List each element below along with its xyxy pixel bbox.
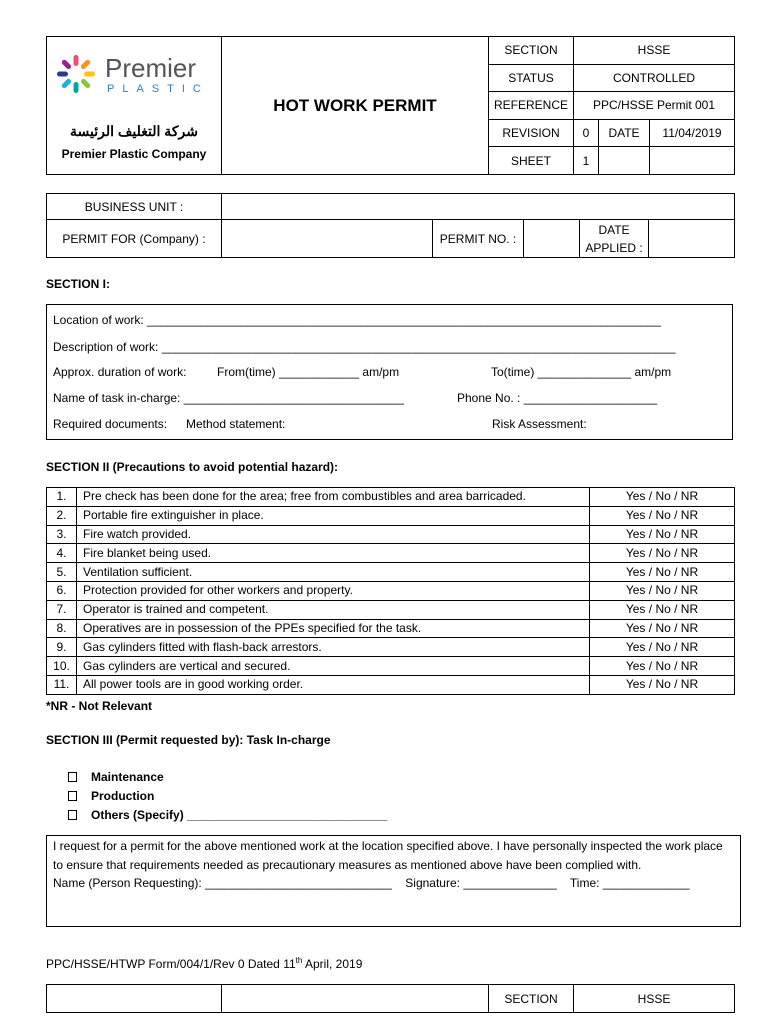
permit-no-field[interactable] xyxy=(524,220,580,258)
precaution-row xyxy=(47,563,735,582)
company-name: Premier Plastic Company xyxy=(61,147,207,161)
precaution-text: Portable fire extinguisher in place. xyxy=(77,506,590,525)
date-applied-label: DATE APPLIED : xyxy=(580,220,649,258)
reference-label: REFERENCE xyxy=(489,92,574,120)
signature-field[interactable]: Signature: ______________ xyxy=(405,876,557,890)
precaution-number: 2. xyxy=(47,506,77,525)
business-unit-field[interactable] xyxy=(222,194,735,220)
option-others[interactable] xyxy=(68,808,387,822)
precaution-number: 6. xyxy=(47,581,77,600)
next-title-cell xyxy=(222,985,489,1013)
risk-assessment[interactable]: Risk Assessment: xyxy=(492,417,587,431)
next-page-header xyxy=(46,984,735,1013)
precaution-number: 10. xyxy=(47,657,77,676)
precaution-answer[interactable]: Yes / No / NR xyxy=(590,657,735,676)
logo-subtitle: PLASTIC xyxy=(107,83,209,95)
precaution-row xyxy=(47,525,735,544)
precaution-answer[interactable]: Yes / No / NR xyxy=(590,488,735,507)
request-box xyxy=(46,835,741,927)
business-unit-table xyxy=(46,193,735,258)
requester-name-field[interactable]: Name (Person Requesting): ____________________________ xyxy=(53,876,392,890)
option-maintenance[interactable] xyxy=(68,770,164,784)
precaution-number: 5. xyxy=(47,563,77,582)
sheet-blank-2 xyxy=(650,147,735,175)
status-label: STATUS xyxy=(489,64,574,92)
permit-no-label: PERMIT NO. : xyxy=(433,220,524,258)
precaution-number: 11. xyxy=(47,675,77,694)
company-name-arabic: شركة التغليف الرئيسة xyxy=(70,123,198,139)
duration-label: Approx. duration of work: xyxy=(53,365,187,379)
date-value: 11/04/2019 xyxy=(650,119,735,147)
precaution-answer[interactable]: Yes / No / NR xyxy=(590,525,735,544)
logo-cell xyxy=(47,37,222,175)
section-3-title: SECTION III (Permit requested by): Task In-charge xyxy=(46,733,331,747)
precaution-number: 4. xyxy=(47,544,77,563)
precaution-answer[interactable]: Yes / No / NR xyxy=(590,638,735,657)
precaution-text: Operator is trained and competent. xyxy=(77,600,590,619)
precaution-row xyxy=(47,657,735,676)
location-of-work[interactable]: Location of work: _____________________________________________________________________________ xyxy=(53,313,661,327)
next-logo-cell xyxy=(47,985,222,1013)
precaution-number: 3. xyxy=(47,525,77,544)
precaution-row xyxy=(47,488,735,507)
duration-to[interactable]: To(time) ______________ am/pm xyxy=(491,365,672,379)
next-section-label: SECTION xyxy=(489,985,574,1013)
description-of-work[interactable]: Description of work: _____________________________________________________________________________ xyxy=(53,340,676,354)
precaution-number: 7. xyxy=(47,600,77,619)
revision-label: REVISION xyxy=(489,119,574,147)
date-applied-field[interactable] xyxy=(649,220,735,258)
precaution-number: 8. xyxy=(47,619,77,638)
revision-value: 0 xyxy=(574,119,599,147)
permit-for-label: PERMIT FOR (Company) : xyxy=(47,220,222,258)
section-1-box xyxy=(46,304,733,440)
request-statement: I request for a permit for the above mentioned work at the location specified above. I have personally inspected the work place to ensure that requirements needed as precautionary measures as mentioned above have been complied with. xyxy=(53,839,723,872)
sheet-value: 1 xyxy=(574,147,599,175)
precaution-row xyxy=(47,638,735,657)
precaution-text: All power tools are in good working order. xyxy=(77,675,590,694)
precaution-text: Protection provided for other workers and property. xyxy=(77,581,590,600)
precaution-answer[interactable]: Yes / No / NR xyxy=(590,600,735,619)
option-production[interactable] xyxy=(68,789,154,803)
precaution-row xyxy=(47,581,735,600)
precaution-row xyxy=(47,544,735,563)
checkbox-icon[interactable] xyxy=(68,791,77,801)
precaution-text: Ventilation sufficient. xyxy=(77,563,590,582)
method-statement[interactable]: Method statement: xyxy=(186,417,286,431)
section-2-title: SECTION II (Precautions to avoid potential hazard): xyxy=(46,460,339,474)
form-reference-sup: th xyxy=(295,956,303,965)
duration-from[interactable]: From(time) ____________ am/pm xyxy=(217,365,400,379)
nr-note: *NR - Not Relevant xyxy=(46,699,153,713)
time-field[interactable]: Time: _____________ xyxy=(569,876,690,890)
precaution-text: Gas cylinders are vertical and secured. xyxy=(77,657,590,676)
precaution-text: Gas cylinders fitted with flash-back arrestors. xyxy=(77,638,590,657)
option-label: Production xyxy=(91,789,155,803)
precaution-answer[interactable]: Yes / No / NR xyxy=(590,581,735,600)
option-label: Maintenance xyxy=(91,770,164,784)
precaution-answer[interactable]: Yes / No / NR xyxy=(590,506,735,525)
checkbox-icon[interactable] xyxy=(68,810,77,820)
precaution-row xyxy=(47,600,735,619)
section-1-title: SECTION I: xyxy=(46,277,111,291)
precaution-text: Pre check has been done for the area; free from combustibles and area barricaded. xyxy=(77,488,590,507)
form-reference xyxy=(46,956,362,971)
precaution-text: Fire blanket being used. xyxy=(77,544,590,563)
checkbox-icon[interactable] xyxy=(68,772,77,782)
sheet-blank-1 xyxy=(599,147,650,175)
precaution-answer[interactable]: Yes / No / NR xyxy=(590,544,735,563)
next-section-value: HSSE xyxy=(574,985,735,1013)
precaution-row xyxy=(47,619,735,638)
precaution-row xyxy=(47,675,735,694)
option-label: Others (Specify) ______________________________ xyxy=(91,808,388,822)
precaution-answer[interactable]: Yes / No / NR xyxy=(590,619,735,638)
task-incharge-name[interactable]: Name of task in-charge: _________________________________ xyxy=(53,391,404,405)
status-value: CONTROLLED xyxy=(574,64,735,92)
form-reference-suffix: April, 2019 xyxy=(302,957,363,971)
reference-value: PPC/HSSE Permit 001 xyxy=(574,92,735,120)
section-value: HSSE xyxy=(574,37,735,65)
precaution-number: 9. xyxy=(47,638,77,657)
header-table xyxy=(46,36,735,175)
precaution-text: Fire watch provided. xyxy=(77,525,590,544)
sheet-label: SHEET xyxy=(489,147,574,175)
date-label: DATE xyxy=(599,119,650,147)
premier-logo-icon xyxy=(53,51,99,97)
permit-for-field[interactable] xyxy=(222,220,433,258)
precaution-number: 1. xyxy=(47,488,77,507)
form-reference-text: PPC/HSSE/HTWP Form/004/1/Rev 0 Dated 11 xyxy=(46,957,296,971)
section-label: SECTION xyxy=(489,37,574,65)
phone-number[interactable]: Phone No. : ____________________ xyxy=(457,391,658,405)
precaution-row xyxy=(47,506,735,525)
precautions-table xyxy=(46,487,735,695)
precaution-text: Operatives are in possession of the PPEs specified for the task. xyxy=(77,619,590,638)
business-unit-label: BUSINESS UNIT : xyxy=(47,194,222,220)
precaution-answer[interactable]: Yes / No / NR xyxy=(590,675,735,694)
required-documents-label: Required documents: xyxy=(53,417,168,431)
precaution-answer[interactable]: Yes / No / NR xyxy=(590,563,735,582)
document-title: HOT WORK PERMIT xyxy=(222,37,489,175)
logo-name: Premier xyxy=(105,53,197,83)
